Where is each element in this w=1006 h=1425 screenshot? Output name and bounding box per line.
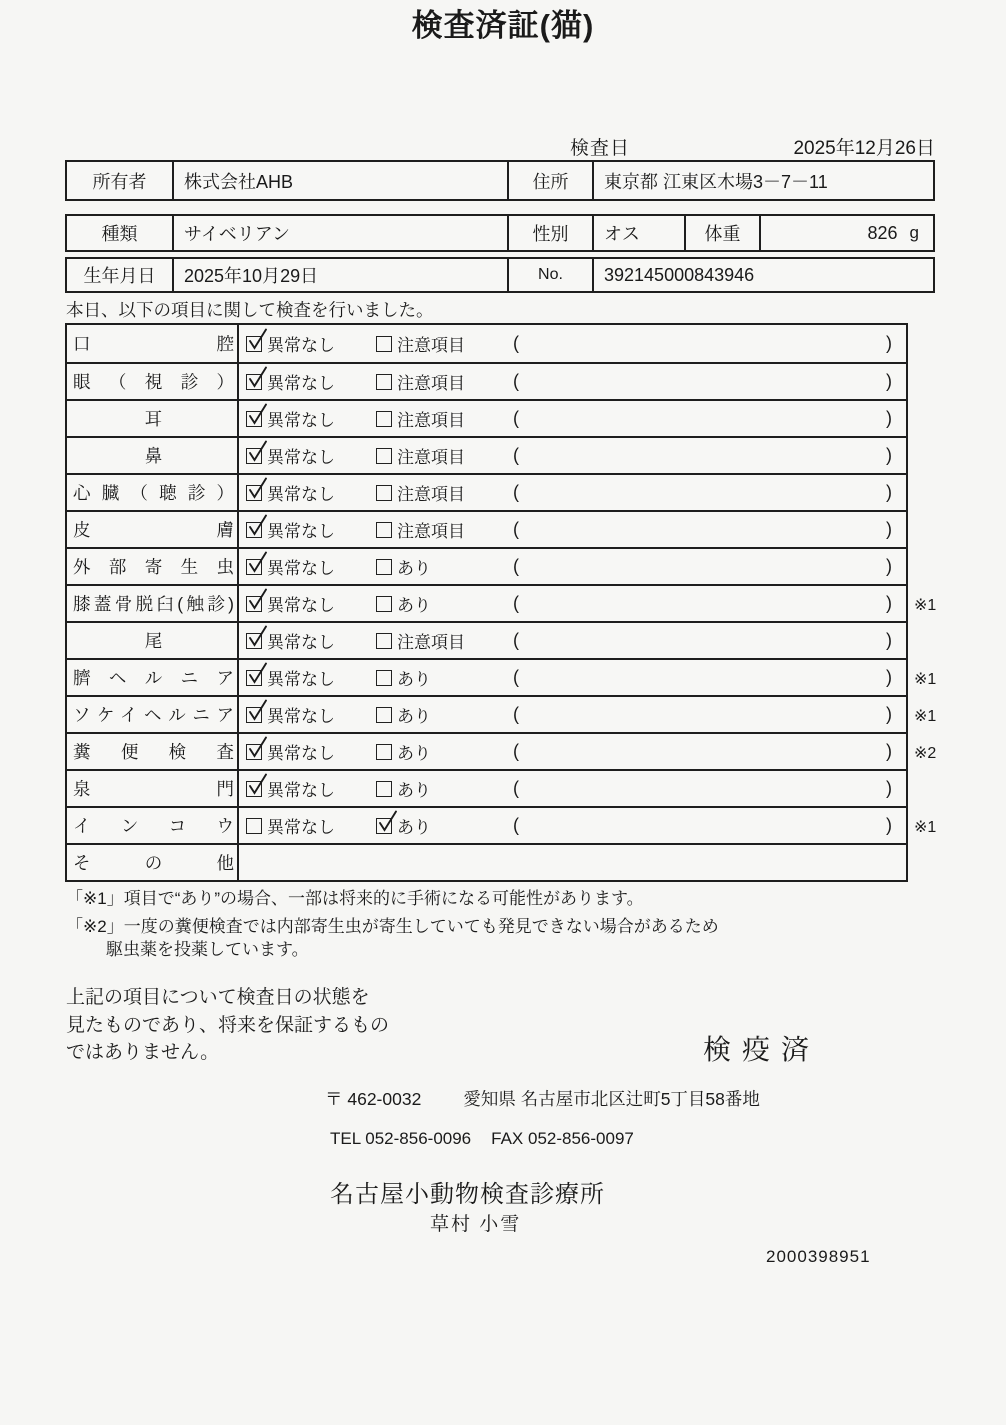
option-normal-group <box>246 331 376 356</box>
remarks-paren-open: ( <box>513 371 519 391</box>
remarks-paren-open: ( <box>513 482 519 502</box>
footnote-2-line1: 「※2」一度の糞便検査では内部寄生虫が寄生していても発見できない場合があるため <box>66 917 719 936</box>
exam-item-label: 外部寄生虫 <box>73 557 234 577</box>
animal-table-row2 <box>65 257 935 293</box>
option-normal-group <box>246 480 376 505</box>
exam-item-label: 皮膚 <box>73 520 234 540</box>
remarks-paren-close: ) <box>886 371 892 391</box>
option-normal-label: 異常なし <box>267 559 335 578</box>
exam-item-label-cell <box>67 697 239 732</box>
exam-item-result-cell <box>239 364 906 399</box>
examiner-name: 草村 小雪 <box>430 1214 522 1235</box>
option-normal-group <box>246 443 376 468</box>
option-normal-label: 異常なし <box>267 596 335 615</box>
remarks-paren-close: ) <box>886 333 892 353</box>
exam-table-row <box>67 806 937 843</box>
option-normal-group <box>246 406 376 431</box>
checkbox-normal-icon <box>246 411 262 427</box>
check-mark-icon <box>245 588 269 612</box>
exam-table-row <box>67 325 906 362</box>
remarks-paren-close: ) <box>886 667 892 687</box>
footnote-mark <box>906 325 914 362</box>
check-mark-icon <box>245 662 269 686</box>
remarks-paren-close: ) <box>886 704 892 724</box>
exam-item-result-cell <box>239 475 906 510</box>
checkbox-flag-icon <box>376 818 392 834</box>
option-normal-group <box>246 776 376 801</box>
remarks-paren-close: ) <box>886 815 892 835</box>
exam-item-label: 膝蓋骨脱臼(触診) <box>73 594 234 614</box>
remarks-paren-open: ( <box>513 778 519 798</box>
exam-item-result-cell <box>239 512 906 547</box>
sex-label: 性別 <box>507 216 592 250</box>
spacer <box>421 1086 463 1111</box>
footnote-mark: ※1 <box>914 670 937 688</box>
option-normal-group <box>246 628 376 653</box>
remarks-paren-open: ( <box>513 445 519 465</box>
option-flag-label: あり <box>397 744 431 763</box>
checkbox-flag-icon <box>376 633 392 649</box>
remarks-paren-open: ( <box>513 593 519 613</box>
remarks-paren-close: ) <box>886 445 892 465</box>
checkbox-flag-icon <box>376 596 392 612</box>
option-flag-group <box>376 776 509 801</box>
address-value: 東京都 江東区木場3－7－11 <box>592 162 933 199</box>
option-normal-group <box>246 813 376 838</box>
remarks-paren-close: ) <box>886 778 892 798</box>
intro-text: 本日、以下の項目に関して検査を行いました。 <box>66 300 434 320</box>
exam-item-label-cell <box>67 734 239 769</box>
remarks-paren-close: ) <box>886 519 892 539</box>
option-flag-label: あり <box>397 707 431 726</box>
sex-value: オス <box>592 216 684 250</box>
exam-item-label: 口腔 <box>73 334 234 354</box>
species-value: サイベリアン <box>172 216 507 250</box>
checkbox-flag-icon <box>376 522 392 538</box>
exam-item-label: 泉門 <box>73 779 234 799</box>
clinic-address-row <box>325 1086 760 1111</box>
option-normal-group <box>246 739 376 764</box>
option-flag-group <box>376 443 509 468</box>
certificate-title: 検査済証(猫) <box>411 8 595 43</box>
remarks-paren-close: ) <box>886 408 892 428</box>
clinic-tel: TEL 052-856-0096 <box>330 1129 472 1148</box>
option-flag-group <box>376 331 509 356</box>
check-mark-icon <box>245 403 269 427</box>
footnote-mark <box>906 845 914 882</box>
option-normal-group <box>246 554 376 579</box>
exam-item-label: 尾 <box>144 631 163 651</box>
option-flag-group <box>376 702 509 727</box>
checkbox-flag-icon <box>376 670 392 686</box>
exam-table-row <box>67 473 906 510</box>
exam-table-row <box>67 843 906 880</box>
exam-item-label-cell <box>67 808 239 843</box>
checkbox-normal-icon <box>246 633 262 649</box>
option-flag-group <box>376 517 509 542</box>
exam-item-result-cell <box>239 808 906 843</box>
animal-table-row1 <box>65 214 935 252</box>
check-mark-icon <box>245 625 269 649</box>
checkbox-normal-icon <box>246 336 262 352</box>
remarks-paren-open: ( <box>513 667 519 687</box>
no-value: 392145000843946 <box>592 259 933 291</box>
option-normal-label: 異常なし <box>267 411 335 430</box>
exam-item-label: その他 <box>73 853 234 873</box>
exam-item-result-cell <box>239 549 906 584</box>
option-normal-group <box>246 591 376 616</box>
footnote-mark <box>906 512 914 549</box>
exam-item-result-cell <box>239 697 906 732</box>
exam-item-label: 鼻 <box>144 446 163 466</box>
exam-item-label-cell <box>67 401 239 436</box>
option-flag-label: 注意項目 <box>397 448 465 467</box>
check-mark-icon <box>245 736 269 760</box>
exam-item-label-cell <box>67 845 239 880</box>
weight-value-cell <box>759 216 933 250</box>
exam-item-result-cell <box>239 734 906 769</box>
exam-item-label: 臍ヘルニア <box>73 668 234 688</box>
option-flag-label: あり <box>397 559 431 578</box>
checkbox-flag-icon <box>376 336 392 352</box>
exam-item-label: 心臓（聴診） <box>73 483 234 503</box>
checkbox-normal-icon <box>246 374 262 390</box>
option-flag-group <box>376 406 509 431</box>
no-label: No. <box>507 259 592 291</box>
exam-item-label-cell <box>67 325 239 362</box>
footnote-mark <box>906 623 914 660</box>
check-mark-icon <box>245 699 269 723</box>
footnote-mark <box>906 771 914 808</box>
exam-item-label-cell <box>67 771 239 806</box>
checkbox-normal-icon <box>246 707 262 723</box>
footnote-mark: ※1 <box>914 596 937 614</box>
exam-item-label: ソケイヘルニア <box>73 705 234 725</box>
remarks-paren-open: ( <box>513 704 519 724</box>
postal-code: 〒 462-0032 <box>325 1089 422 1109</box>
exam-item-label: インコウ <box>73 816 234 836</box>
option-normal-label: 異常なし <box>267 781 335 800</box>
inspection-date-row <box>65 133 935 159</box>
weight-value: 826 <box>867 222 898 243</box>
clinic-contact-row <box>330 1129 634 1149</box>
serial-number: 2000398951 <box>766 1247 871 1266</box>
remarks-paren-open: ( <box>513 815 519 835</box>
remarks-paren-open: ( <box>513 333 519 353</box>
option-normal-label: 異常なし <box>267 707 335 726</box>
exam-item-label: 耳 <box>144 409 163 429</box>
footnote-mark: ※1 <box>914 818 937 836</box>
remarks-paren-open: ( <box>513 630 519 650</box>
exam-table-row <box>67 510 906 547</box>
checkbox-normal-icon <box>246 818 262 834</box>
option-flag-group <box>376 369 509 394</box>
inspection-date-value: 2025年12月26日 <box>793 138 935 159</box>
option-normal-group <box>246 702 376 727</box>
weight-label: 体重 <box>684 216 759 250</box>
exam-table-row <box>67 436 906 473</box>
option-flag-label: 注意項目 <box>397 374 465 393</box>
check-mark-icon <box>245 328 269 352</box>
remarks-paren-open: ( <box>513 408 519 428</box>
checkbox-flag-icon <box>376 744 392 760</box>
option-normal-label: 異常なし <box>267 336 335 355</box>
footnote-mark: ※1 <box>914 707 937 725</box>
footnote-mark <box>906 549 914 586</box>
exam-item-result-cell <box>239 586 906 621</box>
exam-table-row <box>67 399 906 436</box>
exam-item-result-cell <box>239 401 906 436</box>
option-flag-label: あり <box>397 670 431 689</box>
exam-item-label-cell <box>67 364 239 399</box>
birthdate-value: 2025年10月29日 <box>172 259 507 291</box>
exam-item-label: 眼（視診） <box>73 372 234 392</box>
check-mark-icon <box>375 810 399 834</box>
remarks-paren-open: ( <box>513 741 519 761</box>
checkbox-normal-icon <box>246 744 262 760</box>
address-label: 住所 <box>507 162 592 199</box>
exam-item-label-cell <box>67 660 239 695</box>
exam-item-label-cell <box>67 475 239 510</box>
exam-item-result-cell <box>239 845 906 880</box>
option-flag-group <box>376 628 509 653</box>
option-flag-label: 注意項目 <box>397 485 465 504</box>
disclaimer-line3: ではありません。 <box>66 1042 220 1063</box>
clinic-fax: FAX 052-856-0097 <box>491 1129 634 1148</box>
remarks-paren-close: ) <box>886 482 892 502</box>
option-flag-label: 注意項目 <box>397 336 465 355</box>
option-flag-group <box>376 813 509 838</box>
inspection-date-label: 検査日 <box>570 138 631 159</box>
exam-item-result-cell <box>239 438 906 473</box>
remarks-paren-close: ) <box>886 630 892 650</box>
remarks-paren-open: ( <box>513 519 519 539</box>
footnote-mark <box>906 364 914 401</box>
disclaimer-line1: 上記の項目について検査日の状態を <box>66 987 370 1008</box>
exam-item-label-cell <box>67 623 239 658</box>
exam-item-result-cell <box>239 771 906 806</box>
checkbox-flag-icon <box>376 411 392 427</box>
exam-item-result-cell <box>239 660 906 695</box>
option-normal-label: 異常なし <box>267 633 335 652</box>
checkbox-flag-icon <box>376 707 392 723</box>
spacer <box>471 1129 491 1149</box>
exam-table-row <box>67 732 937 769</box>
option-normal-group <box>246 369 376 394</box>
option-flag-group <box>376 591 509 616</box>
checkbox-flag-icon <box>376 781 392 797</box>
option-normal-label: 異常なし <box>267 744 335 763</box>
option-normal-group <box>246 517 376 542</box>
checkbox-normal-icon <box>246 670 262 686</box>
footnote-mark <box>906 438 914 475</box>
exam-table-row <box>67 769 906 806</box>
remarks-paren-close: ) <box>886 593 892 613</box>
checkbox-flag-icon <box>376 374 392 390</box>
exam-item-label-cell <box>67 549 239 584</box>
check-mark-icon <box>245 440 269 464</box>
option-flag-group <box>376 739 509 764</box>
option-flag-label: 注意項目 <box>397 522 465 541</box>
option-flag-group <box>376 480 509 505</box>
check-mark-icon <box>245 477 269 501</box>
footnote-mark <box>906 401 914 438</box>
check-mark-icon <box>245 773 269 797</box>
checkbox-normal-icon <box>246 448 262 464</box>
check-mark-icon <box>245 514 269 538</box>
option-flag-label: 注意項目 <box>397 411 465 430</box>
option-normal-label: 異常なし <box>267 448 335 467</box>
checkbox-normal-icon <box>246 559 262 575</box>
clinic-address: 愛知県 名古屋市北区辻町5丁目58番地 <box>463 1089 760 1109</box>
footnote-mark: ※2 <box>914 744 937 762</box>
exam-table-row <box>67 621 906 658</box>
checkbox-normal-icon <box>246 522 262 538</box>
disclaimer-line2: 見たものであり、将来を保証するもの <box>66 1014 390 1036</box>
option-flag-label: あり <box>397 596 431 615</box>
option-normal-label: 異常なし <box>267 485 335 504</box>
check-mark-icon <box>245 551 269 575</box>
option-flag-label: 注意項目 <box>397 633 465 652</box>
option-normal-label: 異常なし <box>267 670 335 689</box>
exam-table-row <box>67 362 906 399</box>
birthdate-label: 生年月日 <box>83 266 156 286</box>
footnote-mark <box>906 475 914 512</box>
exam-item-label-cell <box>67 438 239 473</box>
checklist-table <box>65 323 937 882</box>
checkbox-flag-icon <box>376 559 392 575</box>
remarks-paren-open: ( <box>513 556 519 576</box>
footnote-1: 「※1」項目で“あり”の場合、一部は将来的に手術になる可能性があります。 <box>66 889 644 908</box>
checkbox-normal-icon <box>246 781 262 797</box>
exam-item-label: 糞便検査 <box>73 742 234 762</box>
footnote-2-line2: 駆虫薬を投薬しています。 <box>106 940 309 959</box>
remarks-paren-close: ) <box>886 556 892 576</box>
quarantine-stamp: 検疫済 <box>703 1034 821 1065</box>
owner-label: 所有者 <box>92 171 147 192</box>
checkbox-normal-icon <box>246 596 262 612</box>
exam-table-row <box>67 658 937 695</box>
option-normal-label: 異常なし <box>267 818 335 837</box>
owner-value: 株式会社AHB <box>172 162 507 199</box>
exam-item-label-cell <box>67 512 239 547</box>
exam-item-label-cell <box>67 586 239 621</box>
species-label: 種類 <box>101 224 138 244</box>
exam-table-row <box>67 547 906 584</box>
checkbox-normal-icon <box>246 485 262 501</box>
option-flag-group <box>376 554 509 579</box>
check-mark-icon <box>245 366 269 390</box>
weight-unit: g <box>909 223 919 242</box>
option-flag-group <box>376 665 509 690</box>
disclaimer-text <box>66 984 389 1067</box>
checkbox-flag-icon <box>376 448 392 464</box>
option-normal-label: 異常なし <box>267 374 335 393</box>
clinic-name: 名古屋小動物検査診療所 <box>330 1181 605 1208</box>
option-normal-group <box>246 665 376 690</box>
exam-item-result-cell <box>239 623 906 658</box>
remarks-paren-close: ) <box>886 741 892 761</box>
option-flag-label: あり <box>397 818 431 837</box>
option-normal-label: 異常なし <box>267 522 335 541</box>
owner-table <box>65 160 935 201</box>
exam-table-row <box>67 584 937 621</box>
option-flag-label: あり <box>397 781 431 800</box>
exam-item-result-cell <box>239 325 906 362</box>
exam-table-row <box>67 695 937 732</box>
checkbox-flag-icon <box>376 485 392 501</box>
